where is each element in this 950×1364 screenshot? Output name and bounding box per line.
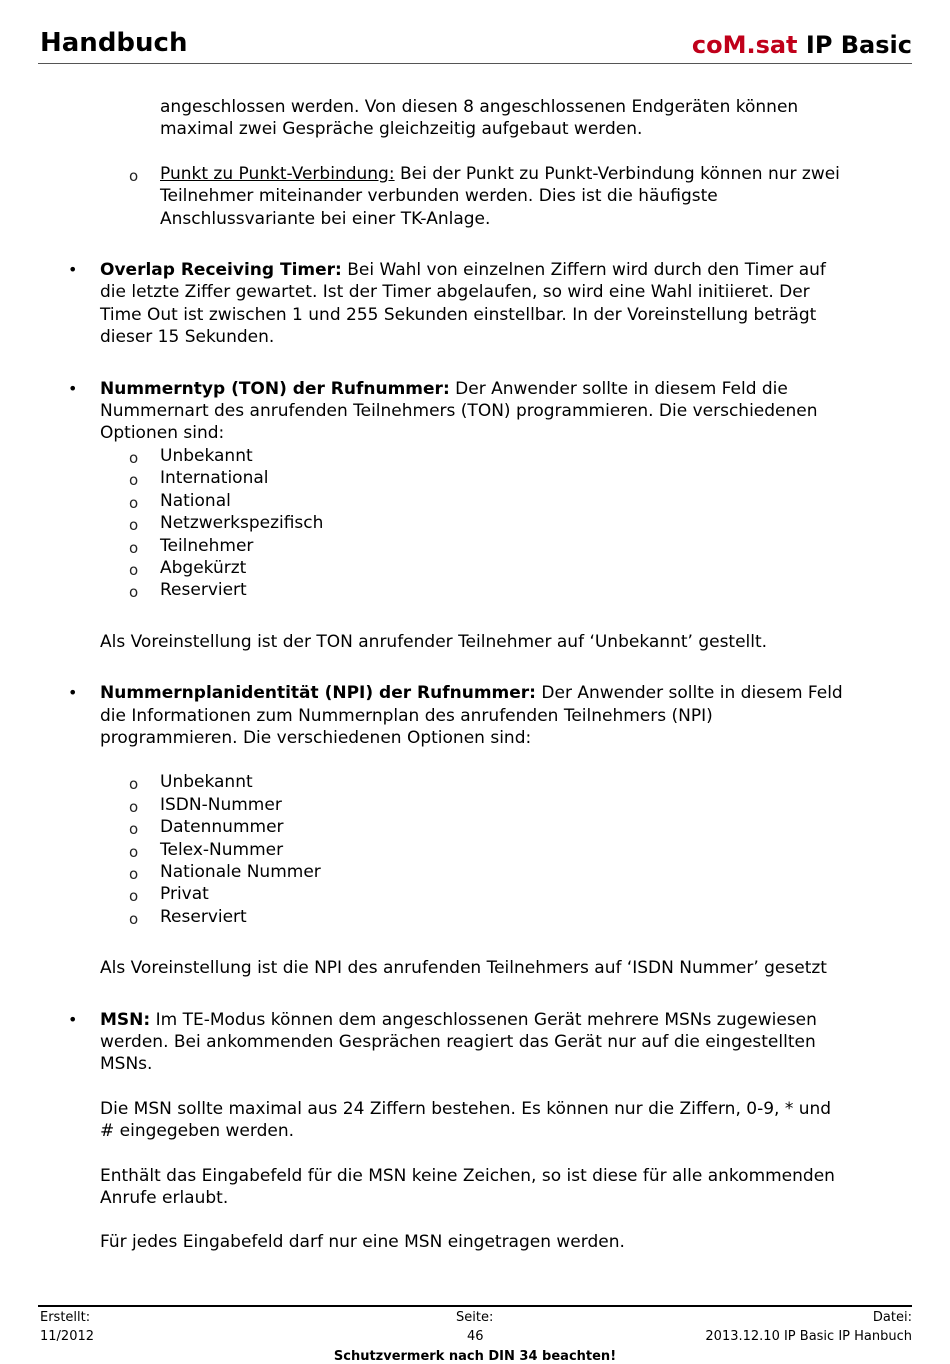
footer-page-value: 46 <box>467 1329 484 1344</box>
circle-bullet-icon: o <box>129 538 139 557</box>
option-text: Telex-Nummer <box>160 839 284 860</box>
continued-text <box>0 96 950 141</box>
option-text: Datennummer <box>160 817 284 838</box>
text-line: Der Anwender sollte in diesem Feld die <box>449 378 788 399</box>
msn-paragraph-4 <box>0 1231 950 1253</box>
bullet-ton <box>0 378 950 445</box>
text-line: maximal zwei Gespräche gleichzeitig aufgebaut werden. <box>160 119 643 140</box>
p2p-label: Punkt zu Punkt-Verbindung: <box>160 163 395 184</box>
list-item <box>0 883 950 905</box>
logo-co: co <box>691 31 723 59</box>
document-body <box>0 96 950 1254</box>
list-item <box>0 579 950 601</box>
list-item <box>0 839 950 861</box>
text-line: werden. Bei ankommenden Gesprächen reagiert das Gerät nur auf die eingestellten <box>100 1032 816 1052</box>
circle-bullet-icon: o <box>129 775 139 794</box>
ton-label: Nummerntyp (TON) der Rufnummer: <box>100 378 450 399</box>
option-text: Teilnehmer <box>160 535 254 556</box>
list-item <box>0 906 950 928</box>
text-line: Teilnehmer miteinander verbunden werden. Dies ist die häufigste <box>160 186 718 207</box>
option-text: Privat <box>160 884 209 905</box>
list-item <box>0 557 950 579</box>
text-line: dieser 15 Sekunden. <box>100 327 275 348</box>
option-text: Unbekannt <box>160 772 253 793</box>
sub-item-p2p <box>0 163 950 230</box>
circle-bullet-icon: o <box>129 493 139 512</box>
text-line: Enthält das Eingabefeld für die MSN keine Zeichen, so ist diese für alle ankommenden <box>100 1165 835 1186</box>
bullet-npi <box>0 682 950 749</box>
footer-page-label: Seite: <box>456 1310 494 1325</box>
footer-file-value: 2013.12.10 IP Basic IP Hanbuch <box>705 1329 912 1344</box>
ton-default-text <box>0 631 950 653</box>
text-line: Nummernart des anrufenden Teilnehmers (TON) programmieren. Die verschiedenen <box>100 401 818 422</box>
text-line: Optionen sind: <box>100 423 225 444</box>
bullet-overlap-timer <box>0 259 950 349</box>
circle-bullet-icon: o <box>129 448 139 467</box>
ton-options-list <box>0 445 950 602</box>
npi-options-list <box>0 771 950 928</box>
option-text: Reserviert <box>160 580 247 601</box>
option-text: International <box>160 468 269 489</box>
circle-bullet-icon: o <box>129 864 139 883</box>
text-line: Time Out ist zwischen 1 und 255 Sekunden einstellbar. In der Voreinstellung beträgt <box>100 304 817 325</box>
circle-bullet-icon: o <box>129 583 139 602</box>
option-text: Reserviert <box>160 906 247 927</box>
logo-sat: .sat <box>746 31 798 59</box>
text-line: angeschlossen werden. Von diesen 8 angeschlossenen Endgeräten können <box>160 97 799 117</box>
text-line: Anschlussvariante bei einer TK-Anlage. <box>160 208 491 229</box>
option-text: Nationale Nummer <box>160 861 321 882</box>
list-item <box>0 535 950 557</box>
text-line: MSNs. <box>100 1054 153 1075</box>
text-line: Als Voreinstellung ist die NPI des anrufenden Teilnehmers auf ‘ISDN Nummer’ gesetzt <box>100 958 827 979</box>
option-text: ISDN-Nummer <box>160 794 282 815</box>
header-title: Handbuch <box>40 28 188 58</box>
logo-m: M <box>722 31 747 59</box>
list-item <box>0 861 950 883</box>
circle-bullet-icon: o <box>129 166 139 185</box>
list-item <box>0 467 950 489</box>
footer-divider <box>38 1305 912 1307</box>
text-line: programmieren. Die verschiedenen Optionen sind: <box>100 727 532 748</box>
text-line: Als Voreinstellung ist der TON anrufender Teilnehmer auf ‘Unbekannt’ gestellt. <box>100 631 768 652</box>
circle-bullet-icon: o <box>129 797 139 816</box>
npi-label: Nummernplanidentität (NPI) der Rufnummer: <box>100 683 536 704</box>
overlap-label: Overlap Receiving Timer: <box>100 260 342 281</box>
header-brand <box>692 31 912 59</box>
text-line: Im TE-Modus können dem angeschlossenen Gerät mehrere MSNs zugewiesen <box>150 1009 817 1030</box>
header-product: IP Basic <box>805 31 912 59</box>
text-line: # eingegeben werden. <box>100 1121 295 1142</box>
list-item <box>0 512 950 534</box>
circle-bullet-icon: o <box>129 887 139 906</box>
footer-notice: Schutzvermerk nach DIN 34 beachten! <box>333 1349 617 1364</box>
list-item <box>0 771 950 793</box>
bullet-msn <box>0 1009 950 1076</box>
header-divider <box>38 63 912 64</box>
text-line: Bei Wahl von einzelnen Ziffern wird durch den Timer auf <box>341 260 826 281</box>
footer-created-label: Erstellt: <box>40 1310 91 1325</box>
circle-bullet-icon: o <box>129 842 139 861</box>
msn-paragraph-3 <box>0 1165 950 1210</box>
text-line: Für jedes Eingabefeld darf nur eine MSN eingetragen werden. <box>100 1232 625 1253</box>
option-text: National <box>160 490 231 511</box>
text-line: Bei der Punkt zu Punkt-Verbindung können nur zwei <box>394 163 840 184</box>
circle-bullet-icon: o <box>129 516 139 535</box>
list-item <box>0 445 950 467</box>
option-text: Abgekürzt <box>160 557 247 578</box>
text-line: Die MSN sollte maximal aus 24 Ziffern bestehen. Es können nur die Ziffern, 0-9, * und <box>100 1098 832 1119</box>
text-line: die letzte Ziffer gewartet. Ist der Timer abgelaufen, so wird eine Wahl initiieret. Der <box>100 282 810 303</box>
list-item <box>0 794 950 816</box>
text-line: Der Anwender sollte in diesem Feld <box>535 683 843 704</box>
circle-bullet-icon: o <box>129 820 139 839</box>
text-line: die Informationen zum Nummernplan des anrufenden Teilnehmers (NPI) <box>100 705 713 726</box>
option-text: Unbekannt <box>160 445 253 466</box>
bullet-icon: • <box>68 378 78 398</box>
bullet-icon: • <box>68 260 78 280</box>
bullet-icon: • <box>68 1009 78 1029</box>
option-text: Netzwerkspezifisch <box>160 513 324 534</box>
msn-paragraph-2 <box>0 1098 950 1143</box>
list-item <box>0 816 950 838</box>
msn-label: MSN: <box>100 1009 151 1030</box>
text-line: Anrufe erlaubt. <box>100 1188 229 1209</box>
footer-file-label: Datei: <box>872 1310 912 1325</box>
footer-created-value: 11/2012 <box>40 1329 95 1344</box>
circle-bullet-icon: o <box>129 560 139 579</box>
circle-bullet-icon: o <box>129 909 139 928</box>
npi-default-text <box>0 957 950 979</box>
list-item <box>0 490 950 512</box>
bullet-icon: • <box>68 683 78 703</box>
circle-bullet-icon: o <box>129 471 139 490</box>
